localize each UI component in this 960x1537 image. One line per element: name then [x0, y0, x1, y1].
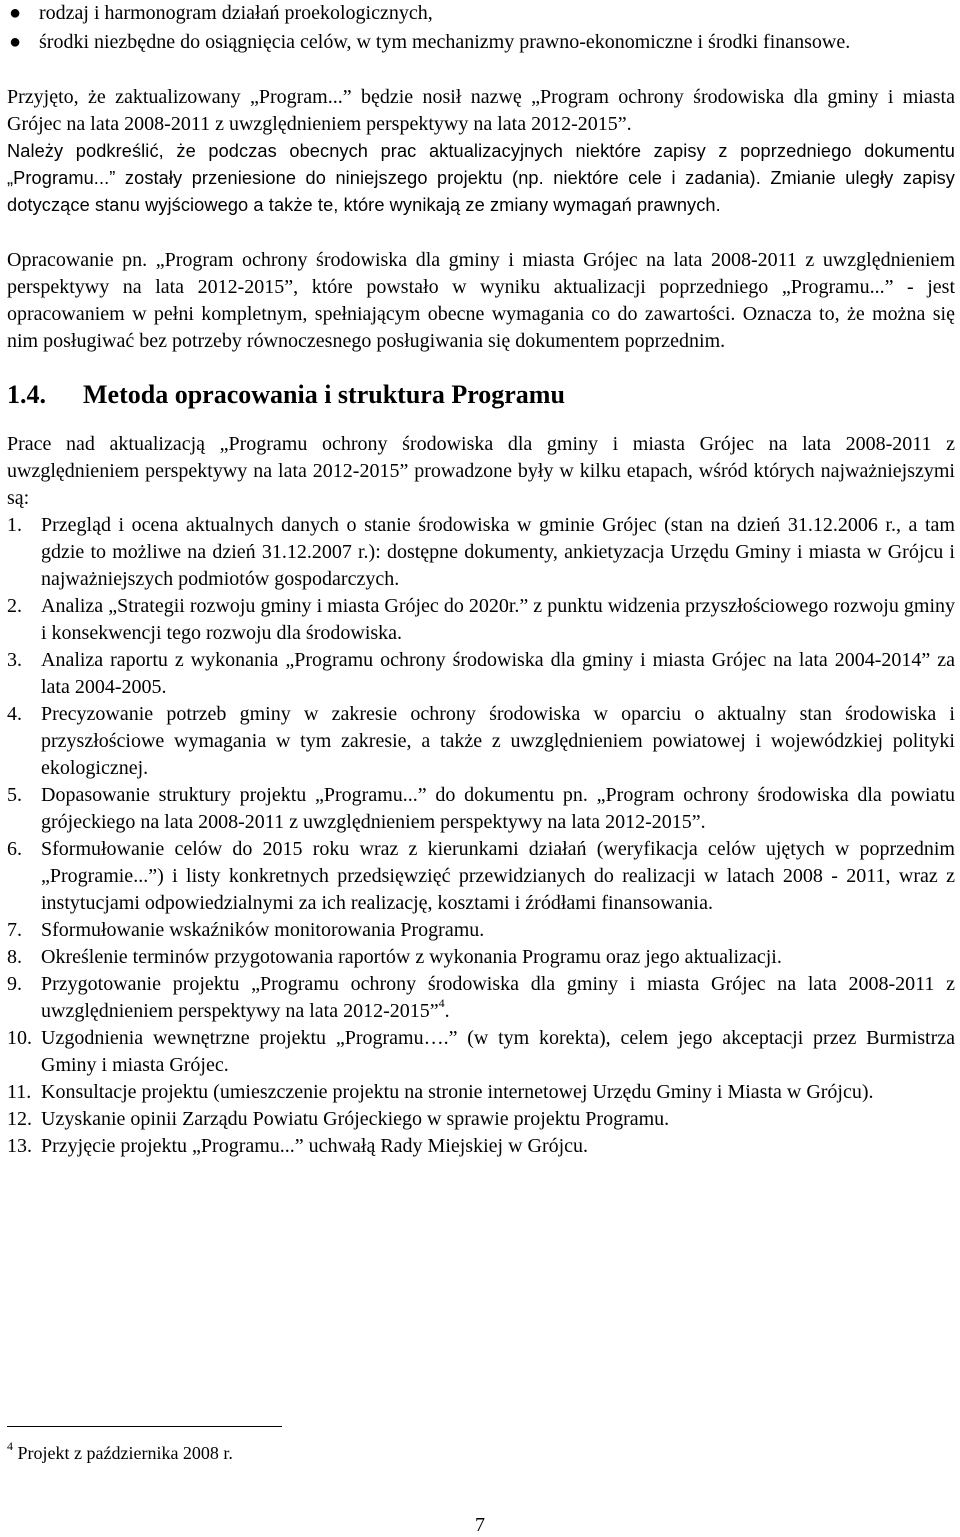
step-text: Analiza raportu z wykonania „Programu ochrony środowiska dla gminy i miasta Grójec na lata 2004-2014” za lata 2004-2005. — [41, 649, 955, 698]
step-text: Przygotowanie projektu „Programu ochrony środowiska dla gminy i miasta Grójec na lata 2008-2011 z uwzględnieniem perspektywy na lata 2012-2015” — [41, 973, 955, 1022]
step-text: Przegląd i ocena aktualnych danych o stanie środowiska w gminie Grójec (stan na dzień 31.12.2006 r., a tam gdzie to możliwe na dzień 31.12.2007 r.): dostępne dokumenty, ankietyzacja Urzędu Gminy i miasta w Grójcu i najważniejszych podmiotów gospodarczych. — [41, 514, 955, 590]
page-number: 7 — [475, 1514, 485, 1536]
paragraph-intro: Prace nad aktualizacją „Programu ochrony środowiska dla gminy i miasta Grójec na lata 2008-2011 z uwzględnieniem perspektywy na lata 2012-2015” prowadzone były w kilku etapach, wśród których najważniejszymi są: — [7, 433, 955, 509]
list-item — [7, 1025, 955, 1079]
step-text: Sformułowanie wskaźników monitorowania Programu. — [41, 919, 485, 941]
list-item — [7, 836, 955, 917]
footnote-text: Projekt z października 2008 r. — [13, 1443, 233, 1463]
list-item — [7, 917, 955, 944]
objectives-list — [7, 0, 955, 56]
step-text: Analiza „Strategii rozwoju gminy i miasta Grójec do 2020r.” z punktu widzenia przyszłościowego rozwoju gminy i konsekwencji tego rozwoju dla środowiska. — [41, 595, 955, 644]
step-text: Uzyskanie opinii Zarządu Powiatu Grójeckiego w sprawie projektu Programu. — [41, 1108, 670, 1130]
step-number: 2. — [7, 595, 22, 617]
step-text: Sformułowanie celów do 2015 roku wraz z kierunkami działań (weryfikacja celów ujętych w poprzednim „Programie...”) i listy konkretnych przedsięwzięć przewidzianych do realizacji w latach 2008 - 2011, wraz z instytucjami odpowiedzialnymi za ich realizację, kosztami i źródłami finansowania. — [41, 838, 955, 914]
step-number: 5. — [7, 784, 22, 806]
footnote-divider — [7, 1426, 282, 1427]
step-number: 7. — [7, 919, 22, 941]
list-item-text: środki niezbędne do osiągnięcia celów, w tym mechanizmy prawno-ekonomiczne i środki finansowe. — [39, 31, 851, 53]
step-number: 8. — [7, 946, 22, 968]
list-item — [7, 1106, 955, 1133]
list-item-text: rodzaj i harmonogram działań proekologicznych, — [39, 2, 433, 24]
paragraph-updates-note: Należy podkreślić, że podczas obecnych prac aktualizacyjnych niektóre zapisy z poprzedniego dokumentu „Programu...” zostały przeniesione do niniejszego projektu (np. niektóre cele i zadania). Zmianie uległy zapisy dotyczące stanu wyjściowego a także te, które wynikają ze zmiany wymagań prawnych. — [7, 141, 955, 215]
list-item — [7, 512, 955, 593]
step-text: Dopasowanie struktury projektu „Programu...” do dokumentu pn. „Program ochrony środowiska dla powiatu grójeckiego na lata 2008-2011 z uwzględnieniem perspektywy na lata 2012-2015”. — [41, 784, 955, 833]
list-item — [7, 0, 955, 27]
step-text: Uzgodnienia wewnętrzne projektu „Programu….” (w tym korekta), celem jego akceptacji przez Burmistrza Gminy i miasta Grójec. — [41, 1027, 955, 1076]
step-text: Precyzowanie potrzeb gminy w zakresie ochrony środowiska w oparciu o aktualny stan środowiska i przyszłościowe wymagania w tym zakresie, a także z uwzględnieniem powiatowej i wojewódzkiej polityki ekologicznej. — [41, 703, 955, 779]
footnote — [7, 1441, 233, 1465]
list-item — [7, 29, 955, 56]
list-item — [7, 593, 955, 647]
step-text: Określenie terminów przygotowania raportów z wykonania Programu oraz jego aktualizacji. — [41, 946, 782, 968]
list-item — [7, 971, 955, 1025]
document-body — [7, 0, 955, 1160]
step-number: 10. — [7, 1027, 32, 1049]
step-text: Konsultacje projektu (umieszczenie projektu na stronie internetowej Urzędu Gminy i Miasta w Grójcu). — [41, 1081, 874, 1103]
step-number: 11. — [7, 1081, 32, 1103]
step-number: 9. — [7, 973, 22, 995]
step-number: 4. — [7, 703, 22, 725]
list-item — [7, 1133, 955, 1160]
list-item — [7, 1079, 955, 1106]
step-number: 3. — [7, 649, 22, 671]
paragraph-completeness: Opracowanie pn. „Program ochrony środowiska dla gminy i miasta Grójec na lata 2008-2011 z uwzględnieniem perspektywy na lata 2012-2015”, które powstało w wyniku aktualizacji poprzedniego „Programu...” - jest opracowaniem w pełni kompletnym, spełniającym obecne wymagania co do zawartości. Oznacza to, że można się nim posługiwać bez potrzeby równoczesnego posługiwania się dokumentem poprzednim. — [7, 249, 955, 352]
step-number: 6. — [7, 838, 22, 860]
step-number: 12. — [7, 1108, 32, 1130]
section-heading — [7, 379, 955, 411]
paragraph-program-name: Przyjęto, że zaktualizowany „Program...” będzie nosił nazwę „Program ochrony środowiska dla gminy i miasta Grójec na lata 2008-2011 z uwzględnieniem perspektywy na lata 2012-2015”. — [7, 86, 955, 135]
list-item — [7, 944, 955, 971]
bullet-icon: ● — [9, 2, 22, 24]
steps-list — [7, 512, 955, 1160]
section-number: 1.4. — [7, 380, 46, 409]
footnote-ref: 4 — [438, 996, 445, 1011]
section-title: Metoda opracowania i struktura Programu — [83, 380, 565, 409]
step-number: 1. — [7, 514, 22, 536]
list-item — [7, 782, 955, 836]
list-item — [7, 701, 955, 782]
footnote-mark: 4 — [7, 1439, 13, 1453]
list-item — [7, 647, 955, 701]
step-number: 13. — [7, 1135, 32, 1157]
bullet-icon: ● — [9, 31, 22, 53]
step-text: Przyjęcie projektu „Programu...” uchwałą Rady Miejskiej w Grójcu. — [41, 1135, 589, 1157]
step-text-end: . — [444, 1000, 450, 1022]
